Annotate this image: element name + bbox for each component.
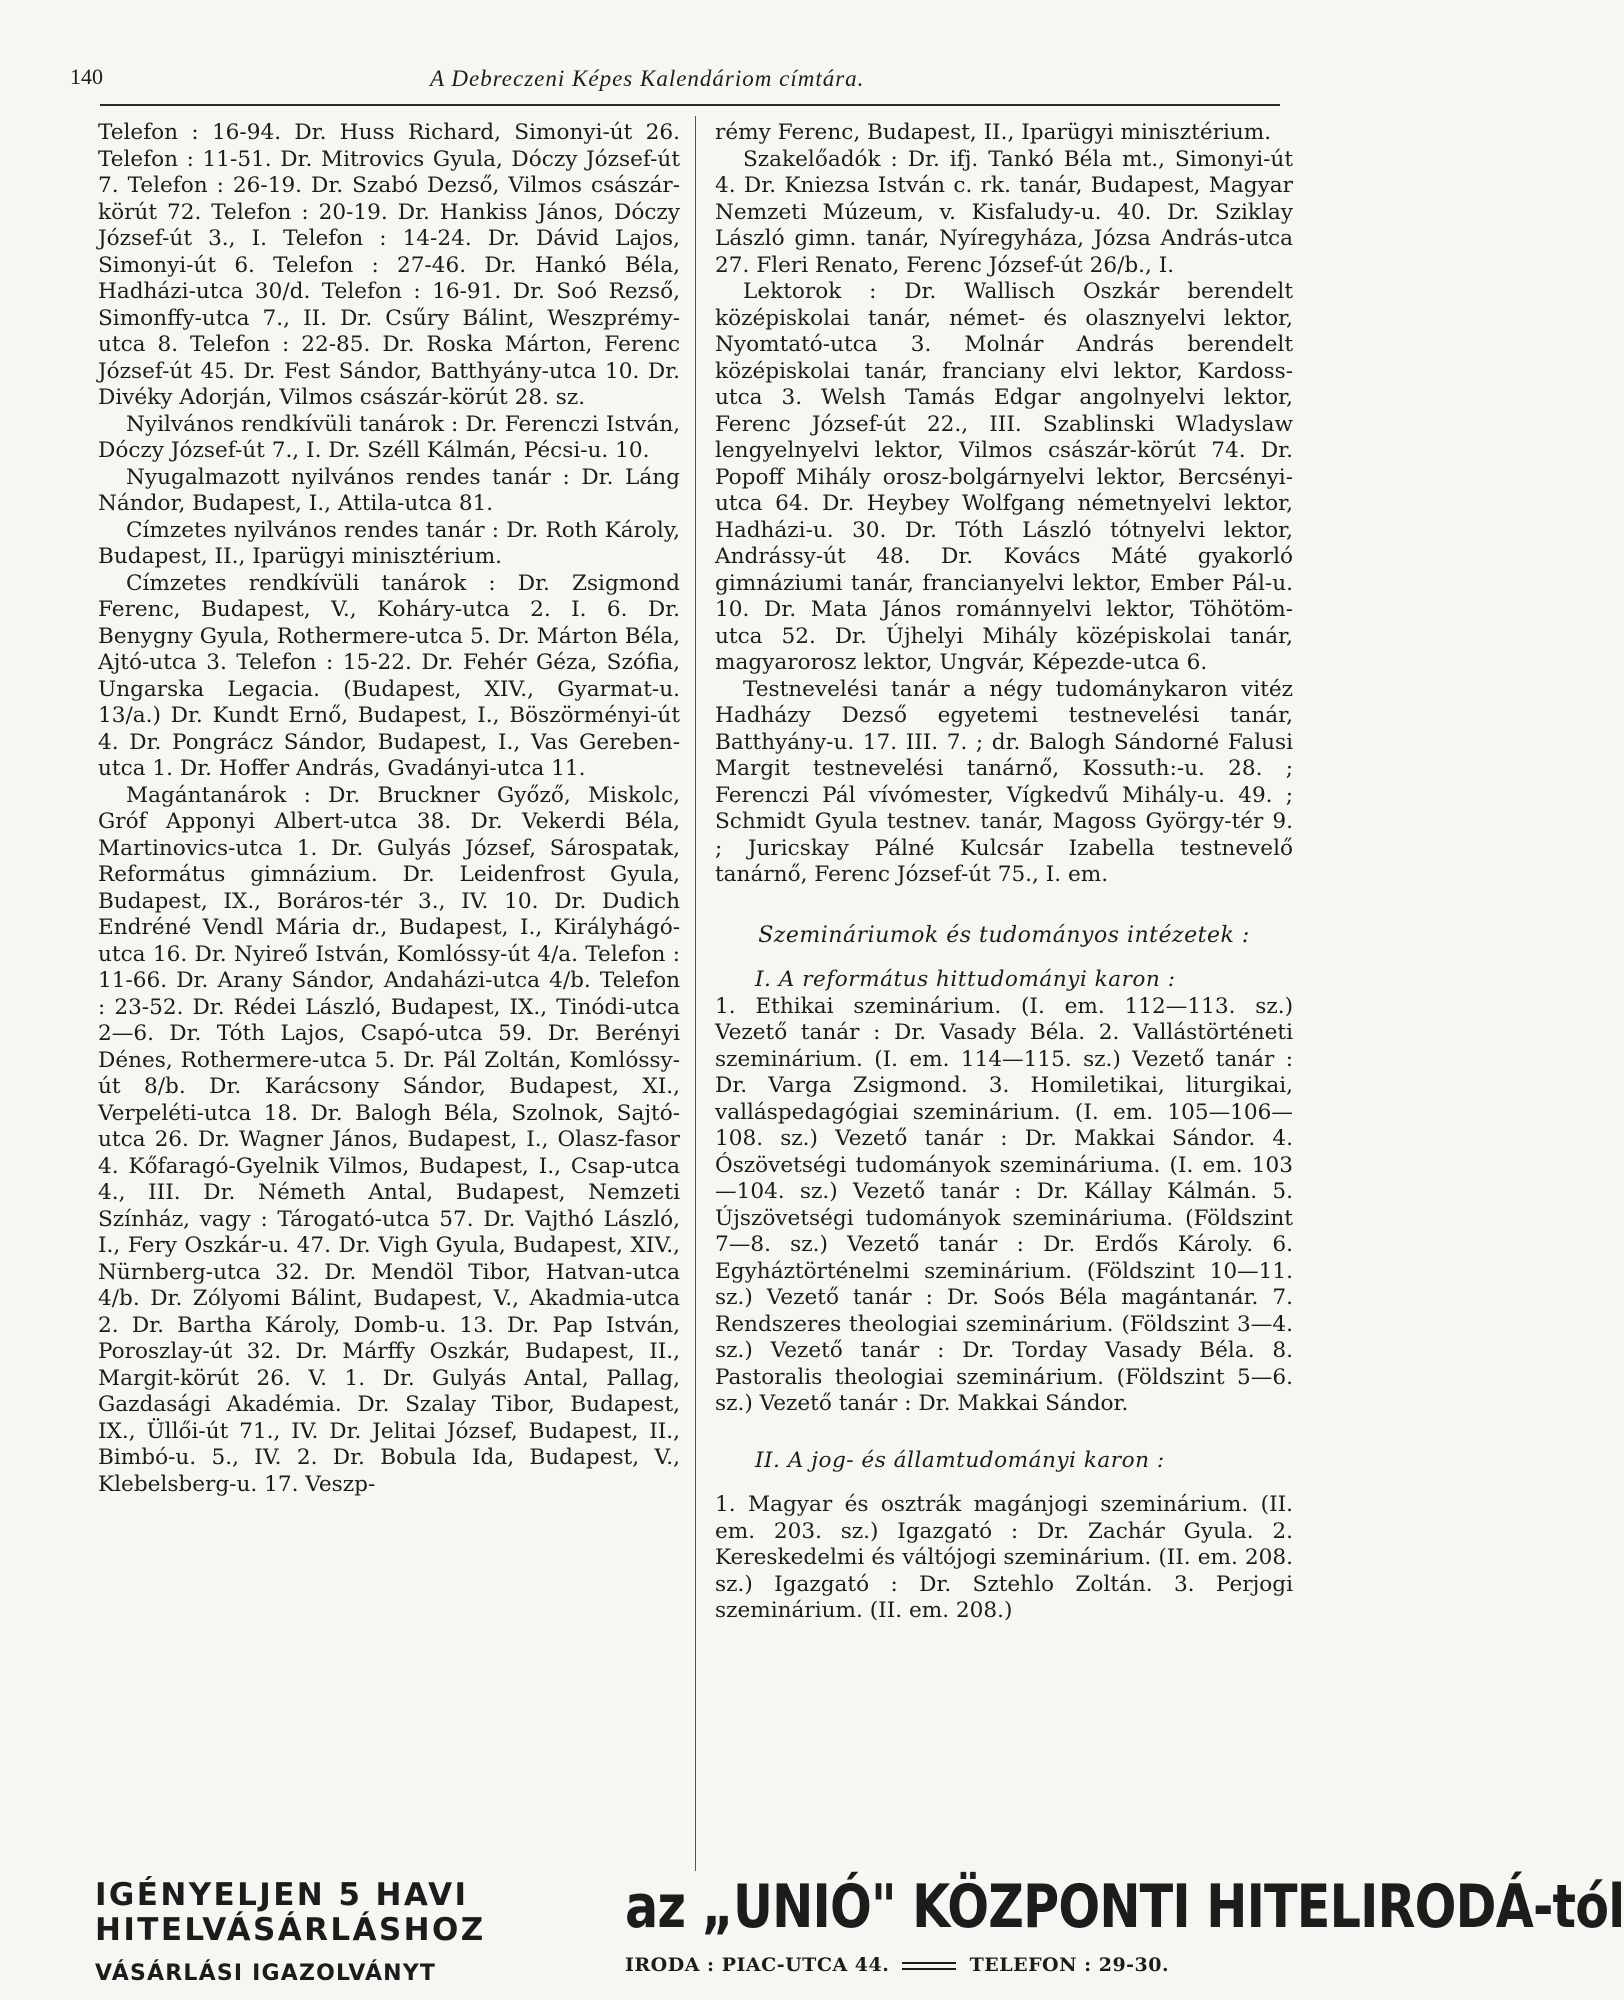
paragraph: Nyilvános rendkívüli tanárok : Dr. Ferenczi István, Dóczy József-út 7., I. Dr. Széll Kálmán, Pécsi-u. 10. [98, 411, 680, 463]
ad-line: HITELVÁSÁRLÁSHOZ [95, 1912, 486, 1948]
header-rule [100, 104, 1280, 106]
paragraph: Címzetes rendkívüli tanárok : Dr. Zsigmond Ferenc, Budapest, V., Koháry-utca 2. I. 6. Dr. Benygny Gyula, Rothermere-utca 5. Dr. Márton Béla, Ajtó-utca 3. Telefon : 15-22. Dr. Fehér Géza, Szófia, Ungarska Legacia. (Budapest, XIV., Gyarmat-u. 13/a.) Dr. Kundt Ernő, Budapest, I., Böszörményi-út 4. Dr. Pongrácz Sándor, Budapest, I., Vas Gereben-utca 1. Dr. Hoffer András, Gvadányi-utca 11. [98, 570, 680, 781]
paragraph: Nyugalmazott nyilvános rendes tanár : Dr. Láng Nándor, Budapest, I., Attila-utca 81. [98, 464, 680, 516]
sub-heading: II. A jog- és államtudományi karon : [755, 1447, 1165, 1473]
ad-phone: TELEFON : 29-30. [969, 1954, 1170, 1976]
right-column [715, 120, 1293, 1625]
section-heading: Szemináriumok és tudományos intézetek : [758, 922, 1250, 948]
running-title: A Debreczeni Képes Kalendáriom címtára. [430, 66, 865, 91]
ad-headline: az „UNIÓ" KÖZPONTI HITELIRODÁ-tól [625, 1872, 1624, 1942]
paragraph: Lektorok : Dr. Wallisch Oszkár berendelt középiskolai tanár, német- és olasznyelvi lektor, Nyomtató-utca 3. Molnár András berendelt középiskolai tanár, franciany elvi lektor, Kardoss-utca 3. Welsh Tamás Edgar angolnyelvi lektor, Ferenc József-út 22., III. Szablinski Wladyslaw lengyelnyelvi lektor, Vilmos császár-körút 74. Dr. Popoff Mihály orosz-bolgárnyelvi lektor, Bercsényi-utca 64. Dr. Heybey Wolfgang németnyelvi lektor, Hadházi-u. 30. Dr. Tóth László tótnyelvi lektor, Andrássy-út 48. Dr. Kovács Máté gyakorló gimnáziumi tanár, francianyelvi lektor, Ember Pál-u. 10. Dr. Mata János románnyelvi lektor, Töhötöm-utca 52. Dr. Újhelyi Mihály középiskolai tanár, magyarorosz lektor, Ungvár, Képezde-utca 6. [715, 279, 1293, 675]
paragraph: Magántanárok : Dr. Bruckner Győző, Miskolc, Gróf Apponyi Albert-utca 38. Dr. Vekerdi Béla, Martinovics-utca 1. Dr. Gulyás József, Sárospatak, Református gimnázium. Dr. Leidenfrost Gyula, Budapest, IX., Boráros-tér 3., IV. 10. Dr. Dudich Endréné Vendl Mária dr., Budapest, I., Királyhágó-utca 16. Dr. Nyireő István, Komlóssy-út 4/a. Telefon : 11-66. Dr. Arany Sándor, Andaházi-utca 4/b. Telefon : 23-52. Dr. Rédei László, Budapest, IX., Tinódi-utca 2—6. Dr. Tóth Lajos, Csapó-utca 59. Dr. Berényi Dénes, Rothermere-utca 5. Dr. Pál Zoltán, Komlóssy-út 8/b. Dr. Karácsony Sándor, Budapest, XI., Verpeléti-utca 18. Dr. Balogh Béla, Szolnok, Sajtó-utca 26. Dr. Wagner János, Budapest, I., Olasz-fasor 4. Kőfaragó-Gyelnik Vilmos, Budapest, I., Csap-utca 4., III. Dr. Németh Antal, Budapest, Nemzeti Színház, vagy : Tárogató-utca 57. Dr. Vajthó László, I., Fery Oszkár-u. 47. Dr. Vigh Gyula, Budapest, XIV., Nürnberg-utca 32. Dr. Mendöl Tibor, Hatvan-utca 4/b. Dr. Zólyomi Bálint, Budapest, V., Akadmia-utca 2. Dr. Bartha Károly, Domb-u. 13. Dr. Pap István, Poroszlay-út 32. Dr. Márffy Oszkár, Budapest, II., Margit-körút 26. V. 1. Dr. Gulyás Antal, Pallag, Gazdasági Akadémia. Dr. Szalay Tibor, Budapest, IX., Üllői-út 71., IV. Dr. Jelitai József, Budapest, II., Bimbó-u. 5., IV. 2. Dr. Bobula Ida, Budapest, V., Klebelsberg-u. 17. Veszp- [98, 782, 680, 1497]
paragraph: Címzetes nyilvános rendes tanár : Dr. Roth Károly, Budapest, II., Iparügyi minisztérium. [98, 517, 680, 569]
advertisement [95, 1872, 1624, 1986]
page-number: 140 [70, 64, 103, 89]
ad-contact [625, 1954, 1305, 1976]
ad-line: IGÉNYELJEN 5 HAVI [95, 1877, 469, 1913]
paragraph: Testnevelési tanár a négy tudománykaron vitéz Hadházy Dezső egyetemi testnevelési tanár, Batthyány-u. 17. III. 7. ; dr. Balogh Sándorné Falusi Margit testnevelési tanárnő, Kossuth:-u. 28. ; Ferenczi Pál vívómester, Vígkedvű Mihály-u. 49. ; Schmidt Gyula testnev. tanár, Magoss György-tér 9. ; Juricskay Pálné Kulcsár Izabella testnevelő tanárnő, Ferenc József-út 75., I. em. [715, 676, 1293, 887]
paragraph: 1. Ethikai szeminárium. (I. em. 112—113. sz.) Vezető tanár : Dr. Vasady Béla. 2. Vallástörténeti szeminárium. (I. em. 114—115. sz.) Vezető tanár : Dr. Varga Zsigmond. 3. Homiletikai, liturgikai, valláspedagógiai szeminárium. (I. em. 105—106—108. sz.) Vezető tanár : Dr. Makkai Sándor. 4. Ószövetségi tudományok szemináriuma. (I. em. 103—104. sz.) Vezető tanár : Dr. Kállay Kálmán. 5. Újszövetségi tudományok szemináriuma. (Földszint 7—8. sz.) Vezető tanár : Dr. Erdős Károly. 6. Egyháztörténelmi szeminárium. (Földszint 10—11. sz.) Vezető tanár : Dr. Soós Béla magántanár. 7. Rendszeres theologiai szeminárium. (Földszint 3—4. sz.) Vezető tanár : Dr. Torday Vasady Béla. 8. Pastoralis theologiai szeminárium. (Földszint 5—6. sz.) Vezető tanár : Dr. Makkai Sándor. [715, 993, 1293, 1416]
paragraph: 1. Magyar és osztrák magánjogi szeminárium. (II. em. 203. sz.) Igazgató : Dr. Zachár Gyula. 2. Kereskedelmi és váltójogi szeminárium. (II. em. 208. sz.) Igazgató : Dr. Sztehlo Zoltán. 3. Perjogi szeminárium. (II. em. 208.) [715, 1492, 1293, 1623]
left-column [98, 120, 680, 1498]
column-divider [695, 116, 696, 1871]
paragraph: rémy Ferenc, Budapest, II., Iparügyi minisztérium. [715, 120, 1272, 145]
ad-left-block [95, 1878, 615, 1991]
ad-line: VÁSÁRLÁSI IGAZOLVÁNYT [95, 1961, 437, 1986]
paragraph: Telefon : 16-94. Dr. Huss Richard, Simonyi-út 26. Telefon : 11-51. Dr. Mitrovics Gyula, Dóczy József-út 7. Telefon : 26-19. Dr. Szabó Dezső, Vilmos császár-körút 72. Telefon : 20-19. Dr. Hankiss János, Dóczy József-út 3., I. Telefon : 14-24. Dr. Dávid Lajos, Simonyi-út 6. Telefon : 27-46. Dr. Hankó Béla, Hadházi-utca 30/d. Telefon : 16-91. Dr. Soó Rezső, Simonffy-utca 7., II. Dr. Csűry Bálint, Weszprémy-utca 8. Telefon : 22-85. Dr. Roska Márton, Ferenc József-út 45. Dr. Fest Sándor, Batthyány-utca 10. Dr. Divéky Adorján, Vilmos császár-körút 28. sz. [98, 120, 680, 410]
ad-separator [902, 1962, 956, 1970]
sub-heading: I. A református hittudományi karon : [755, 967, 1176, 992]
ad-address: IRODA : PIAC-UTCA 44. [625, 1954, 890, 1976]
paragraph: Szakelőadók : Dr. ifj. Tankó Béla mt., Simonyi-út 4. Dr. Kniezsa István c. rk. tanár, Budapest, Magyar Nemzeti Múzeum, v. Kisfaludy-u. 40. Dr. Sziklay László gimn. tanár, Nyíregyháza, Józsa András-utca 27. Fleri Renato, Ferenc József-út 26/b., I. [715, 146, 1293, 278]
